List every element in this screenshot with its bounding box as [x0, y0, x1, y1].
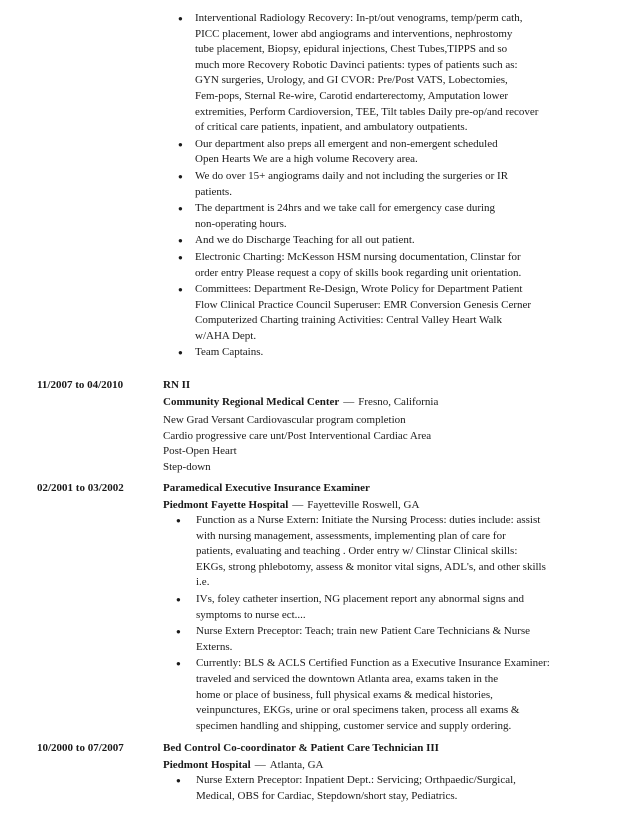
bullet-item [163, 656, 583, 734]
bullet-line: ● IVs, foley catheter insertion, NG placement report any abnormal signs and [196, 592, 525, 605]
employer-line [163, 757, 583, 773]
bullet-item [175, 282, 575, 344]
job-dates: 11/2007 to 04/2010 [37, 379, 124, 391]
employer-name: Piedmont Hospital [163, 758, 251, 771]
job-description-line: Cardio progressive care unt/Post Interventional Cardiac Area [163, 429, 432, 442]
bullet-line: extremities, Perform Cardioversion, TEE, Tilt tables Daily pre-op/and recover [195, 105, 539, 118]
bullet-line: Open Hearts We are a high volume Recovery area. [195, 153, 418, 166]
bullet-item [175, 345, 575, 361]
bullet-line: ● Our department also preps all emergent and non-emergent scheduled [195, 137, 498, 150]
bullet-line: non-operating hours. [195, 217, 287, 230]
bullet-line: ● We do over 15+ angiograms daily and not including the surgeries or IR [195, 169, 509, 182]
bullet-item [175, 250, 575, 281]
bullet-line: patients, evaluating and teaching . Order entry w/ Clinstar Clinical skills: [196, 545, 518, 558]
bullet-line: ● The department is 24hrs and we take call for emergency case during [195, 202, 496, 215]
bullet-line: w/AHA Dept. [195, 329, 257, 342]
bullet-line: ● Interventional Radiology Recovery: In-pt/out venograms, temp/perm cath, [195, 12, 523, 24]
separator-dash: — [254, 758, 266, 771]
job-details [163, 741, 583, 805]
bullet-line: veinpunctures, EKGs, urine or oral specimens taken, process all exams & [196, 704, 520, 717]
bullet-line: much more Recovery Robotic Davinci patients: types of patients such as: [195, 58, 518, 71]
employer-location: Atlanta, GA [269, 758, 324, 771]
employer-name: Community Regional Medical Center [163, 395, 340, 408]
job-title: Paramedical Executive Insurance Examiner [163, 482, 370, 494]
job-description-line: Post-Open Heart [163, 445, 237, 458]
bullet-line: ● And we do Discharge Teaching for all out patient. [195, 234, 415, 247]
bullet-line: Fem-pops, Sternal Re-wire, Carotid endarterectomy, Amputation lower [195, 89, 509, 102]
job-details [163, 481, 583, 735]
separator-dash: — [343, 395, 355, 408]
job-dates: 02/2001 to 03/2002 [37, 482, 124, 494]
bullet-line: with nursing management, assessments, implementing plan of care for [196, 529, 506, 542]
bullet-line: Flow Clinical Practice Council Superuser: EMR Conversion Genesis Cerner [195, 298, 532, 311]
job-bullet-list [163, 773, 583, 804]
bullet-item [175, 137, 575, 168]
job-title: RN II [163, 379, 191, 391]
employer-location: Fayetteville Roswell, GA [307, 498, 420, 511]
bullet-line: EKGs, strong phlebotomy, assess & monitor vital signs, ADL's, and other skills [196, 560, 546, 573]
bullet-line: order entry Please request a copy of skills book regarding unit orientation. [195, 266, 522, 279]
job-details [163, 378, 583, 475]
bullet-line: Computerized Charting training Activities: Central Valley Heart Walk [195, 314, 502, 327]
employer-name: Piedmont Fayette Hospital [163, 498, 289, 511]
bullet-item [163, 592, 583, 623]
job-dates: 10/2000 to 07/2007 [37, 742, 124, 754]
employer-line [163, 394, 583, 410]
bullet-line: home or place of business, full physical exams & medical histories, [196, 688, 493, 701]
bullet-item [175, 11, 575, 136]
bullet-item [163, 773, 583, 804]
bullet-item [175, 201, 575, 232]
job-title: Bed Control Co-coordinator & Patient Care Technician III [163, 742, 439, 754]
bullet-item [175, 169, 575, 200]
bullet-line: tube placement, Biopsy, epidural injections, Chest Tubes,TIPPS and so [195, 43, 508, 56]
job-bullet-list [163, 513, 583, 734]
bullet-line: i.e. [196, 576, 210, 589]
bullet-line: ● Currently: BLS & ACLS Certified Function as a Executive Insurance Examiner: [196, 657, 550, 670]
bullet-line: ● Electronic Charting: McKesson HSM nursing documentation, Clinstar for [195, 250, 521, 263]
separator-dash: — [292, 498, 304, 511]
job-description-line: Step-down [163, 460, 211, 473]
bullet-line: symptoms to nurse ect.... [196, 608, 306, 621]
previous-job-bullet-list [175, 11, 575, 362]
bullet-line: PICC placement, lower abd angiograms and interventions, nephrostomy [195, 27, 513, 40]
bullet-line: ● Nurse Extern Preceptor: Teach; train new Patient Care Technicians & Nurse [196, 625, 531, 638]
bullet-line: GYN surgeries, Urology, and GI CVOR: Pre/Post VATS, Lobectomies, [195, 74, 508, 87]
bullet-line: traveled and serviced the downtown Atlanta area, exams taken in the [196, 672, 499, 685]
bullet-line: of critical care patients, inpatient, and ambulatory outpatients. [195, 121, 468, 134]
bullet-line: ● Nurse Extern Preceptor: Inpatient Dept.: Servicing; Orthpaedic/Surgical, [196, 774, 516, 786]
bullet-line: patients. [195, 185, 232, 198]
bullet-item [175, 233, 575, 249]
bullet-item [163, 624, 583, 655]
employer-location: Fresno, California [358, 395, 439, 408]
job-description-line: New Grad Versant Cardiovascular program completion [163, 414, 406, 426]
bullet-item [163, 513, 583, 591]
bullet-line: Externs. [196, 640, 233, 653]
bullet-line: ● Team Captains. [195, 346, 264, 359]
bullet-line: ● Function as a Nurse Extern: Initiate the Nursing Process: duties include: assist [196, 514, 541, 526]
bullet-line: Medical, OBS for Cardiac, Stepdown/short stay, Pediatrics. [196, 789, 458, 802]
bullet-line: ● Committees: Department Re-Design, Wrote Policy for Department Patient [195, 283, 523, 296]
bullet-line: specimen handling and shipping, customer service and supply ordering. [196, 719, 512, 732]
employer-line [163, 497, 583, 513]
